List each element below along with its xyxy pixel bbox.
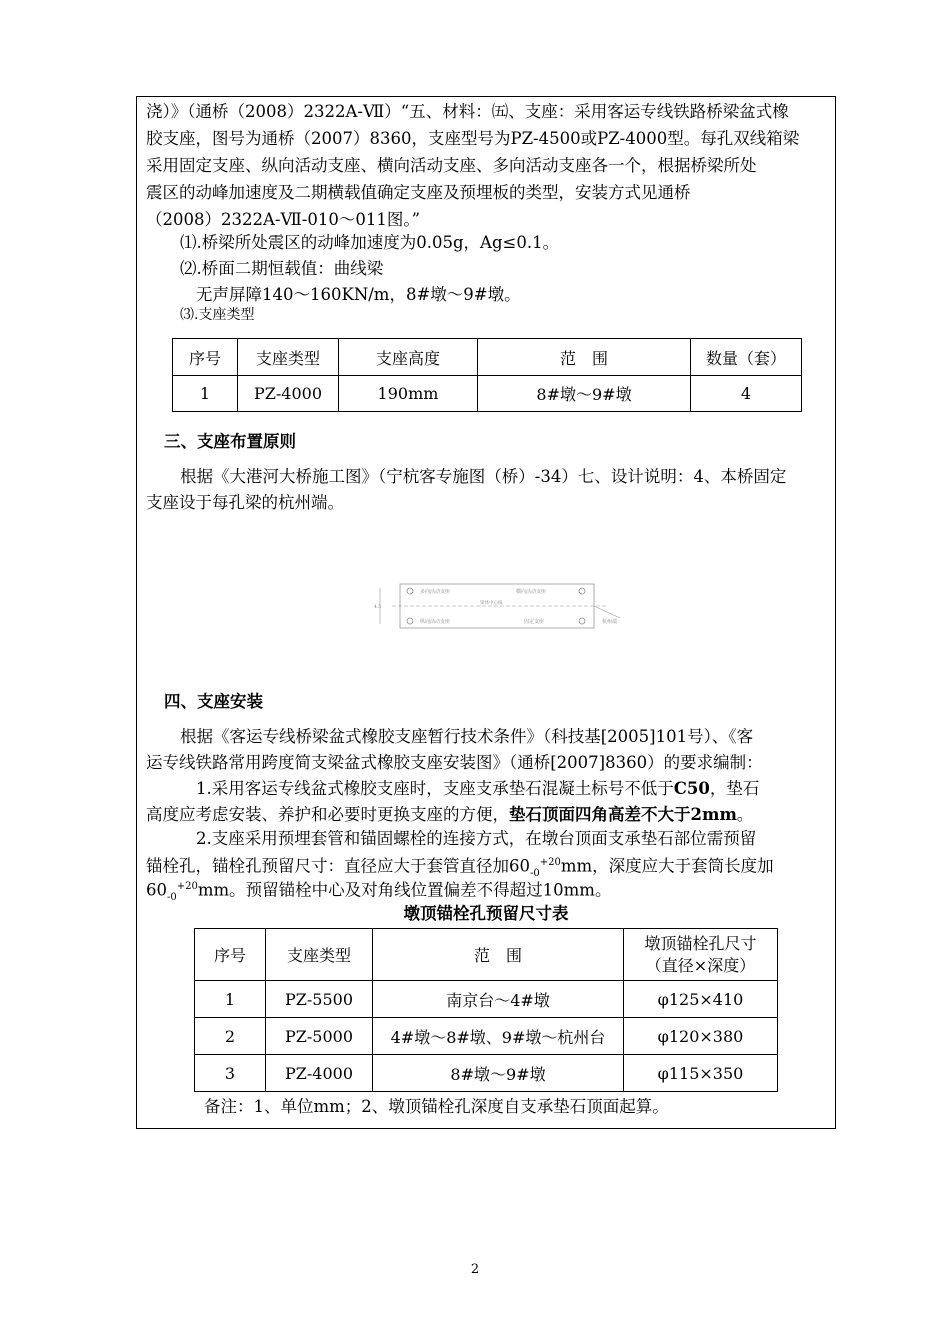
intro-line-2: 胶支座，图号为通桥（2007）8360，支座型号为PZ-4500或PZ-4000型。每孔双线箱梁 (146, 129, 800, 148)
intro-line-3: 采用固定支座、纵向活动支座、横向活动支座、多向活动支座各一个，根据桥梁所处 (146, 156, 757, 175)
table2-cell: φ120×380 (624, 1018, 778, 1055)
section-4-p3c: $60_{-0}^{+20}mm$。预留锚栓中心及对角线位置偏差不得超过10mm。 (146, 880, 612, 903)
table2-cell: φ115×350 (624, 1055, 778, 1092)
anchor-table-title: 墩顶锚栓孔预留尺寸表 (403, 904, 569, 923)
table2-cell: PZ-5500 (266, 981, 373, 1018)
bearing-marker (579, 588, 585, 594)
diagram-label-br: 固定支座 (524, 619, 545, 625)
bearing-type-table (172, 338, 802, 412)
bearing-marker (407, 588, 413, 594)
table2-cell: PZ-5000 (266, 1018, 373, 1055)
anchor-hole-table (194, 928, 778, 1092)
table2-header: 支座类型 (266, 929, 373, 981)
section-4-p3a: 2.支座采用预埋套管和锚固螺栓的连接方式，在墩台顶面支承垫石部位需预留 (196, 829, 757, 848)
table2-cell: 4#墩～8#墩、9#墩～杭州台 (373, 1018, 624, 1055)
section-3-line-1: 根据《大港河大桥施工图》（宁杭客专施图（桥）-34）七、设计说明：4、本桥固定 (180, 467, 787, 486)
table-row (173, 376, 802, 412)
table2-cell: PZ-4000 (266, 1055, 373, 1092)
table1-cell: 4 (691, 376, 802, 412)
bearing-marker (407, 618, 413, 624)
intro-item-3: ⑶.支座类型 (180, 307, 255, 323)
table1-header: 序号 (173, 339, 238, 376)
table2-cell: 8#墩～9#墩 (373, 1055, 624, 1092)
section-4-p1b: 运专线铁路常用跨度简支梁盆式橡胶支座安装图》（通桥[2007]8360）的要求编制： (146, 753, 763, 772)
page-number: 2 (470, 1262, 480, 1277)
diagram-dim: 4.5 (374, 605, 382, 610)
diagram-label-tl: 多向活动支座 (420, 589, 451, 595)
diagram-label-end: 杭州端 (602, 619, 618, 625)
table-row (195, 1018, 778, 1055)
table1-header: 范 围 (478, 339, 691, 376)
intro-item-1: ⑴.桥梁所处震区的动峰加速度为0.05g，Ag≤0.1。 (180, 233, 560, 252)
section-4-p3b: 锚栓孔，锚栓孔预留尺寸：直径应大于套管直径加$60_{-0}^{+20}mm$，深度应大于套筒长度加 (146, 856, 774, 879)
table2-header: 范 围 (373, 929, 624, 981)
table1-cell: PZ-4000 (238, 376, 339, 412)
table1-cell: 190mm (339, 376, 478, 412)
table2-cell: 2 (195, 1018, 266, 1055)
bearing-marker (579, 618, 585, 624)
table1-cell: 1 (173, 376, 238, 412)
table2-header: 墩顶锚栓孔尺寸 （直径×深度） (624, 929, 778, 981)
table1-header: 支座类型 (238, 339, 339, 376)
table-row (195, 1055, 778, 1092)
section-3-line-2: 支座设于每孔梁的杭州端。 (146, 493, 344, 512)
table2-cell: 3 (195, 1055, 266, 1092)
intro-line-4: 震区的动峰加速度及二期横载值确定支座及预埋板的类型，安装方式见通桥 (146, 183, 691, 202)
table2-cell: φ125×410 (624, 981, 778, 1018)
table2-cell: 南京台～4#墩 (373, 981, 624, 1018)
table1-cell: 8#墩～9#墩 (478, 376, 691, 412)
section-3-heading: 三、支座布置原则 (164, 432, 296, 451)
section-4-p2b: 高度应考虑安装、养护和必要时更换支座的方便，垫石顶面四角高差不大于2mm。 (146, 805, 754, 824)
diagram-label-center: 梁体中心线 (480, 601, 503, 606)
table2-header: 序号 (195, 929, 266, 981)
table1-header: 支座高度 (339, 339, 478, 376)
table-row (195, 981, 778, 1018)
intro-line-1: 浇）》（通桥（2008）2322A-Ⅶ）“五、材料：㈤、支座：采用客运专线铁路桥梁盆式橡 (146, 102, 789, 121)
diagram-label-bl: 纵向活动支座 (420, 619, 451, 625)
section-4-p1a: 根据《客运专线桥梁盆式橡胶支座暂行技术条件》（科技基[2005]101号）、《客 (180, 727, 754, 746)
table1-header: 数量（套） (691, 339, 802, 376)
intro-item-2: ⑵.桥面二期恒载值：曲线梁 (180, 259, 384, 278)
bearing-layout-diagram (374, 578, 634, 634)
section-4-p2a: 1.采用客运专线盆式橡胶支座时，支座支承垫石混凝土标号不低于C50，垫石 (196, 779, 760, 798)
section-4-heading: 四、支座安装 (164, 692, 263, 711)
intro-item-2b: 无声屏障140～160KN/m，8#墩～9#墩。 (196, 285, 521, 304)
diagram-label-tr: 横向活动支座 (516, 589, 547, 595)
table2-cell: 1 (195, 981, 266, 1018)
intro-line-5: （2008）2322A-Ⅶ-010～011图。” (146, 210, 421, 229)
table2-note: 备注：1、单位mm；2、墩顶锚栓孔深度自支承垫石顶面起算。 (204, 1097, 669, 1116)
